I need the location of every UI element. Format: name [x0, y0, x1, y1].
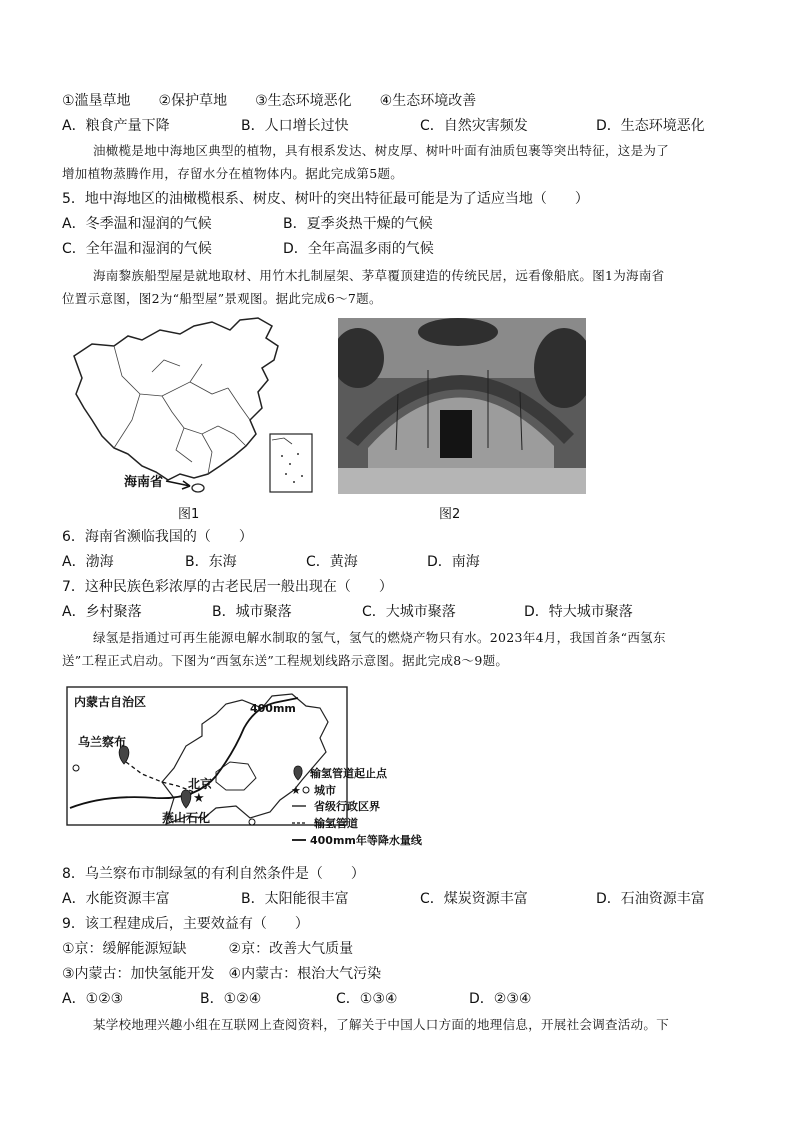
house-door: [440, 410, 472, 458]
q8-option-a[interactable]: A．水能资源丰富: [62, 891, 170, 907]
q4-option-d[interactable]: D．生态环境恶化: [596, 118, 705, 134]
population-passage: 某学校地理兴趣小组在互联网上查阅资料，了解关于中国人口方面的地理信息，开展社会调查活动。下: [93, 1017, 670, 1032]
hainan-passage-2: 位置示意图，图2为“船型屋”景观图。据此完成6～7题。: [62, 291, 382, 306]
q8-stem: 8．乌兰察布市制绿氢的有利自然条件是（ ）: [62, 866, 365, 882]
q5-option-b[interactable]: B．夏季炎热干燥的气候: [283, 216, 433, 232]
q6-option-c[interactable]: C．黄海: [306, 554, 358, 570]
hydrogen-passage: 绿氢是指通过可再生能源电解水制取的氢气，氢气的燃烧产物只有水。2023年4月，我国首条“西氢东: [93, 630, 666, 645]
legend-endpoint-symbol: [294, 766, 302, 780]
legend-isohyet-label: 400mm年等降水量线: [310, 834, 422, 847]
q6-option-a[interactable]: A．渤海: [62, 554, 114, 570]
ground: [338, 468, 586, 494]
q5-option-a[interactable]: A．冬季温和湿润的气候: [62, 216, 212, 232]
legend-city-label: 城市: [314, 784, 336, 797]
olive-passage-2: 增加植物蒸腾作用，存留水分在植物体内。据此完成第5题。: [62, 166, 404, 181]
city-marker-west: [73, 765, 79, 771]
hainan-passage: 海南黎族船型屋是就地取材、用竹木扎制屋架、茅草覆顶建造的传统民居，远看像船底。图1为海南省: [93, 268, 665, 283]
hainan-label: 海南省: [124, 475, 164, 490]
figure-1-china-map: [62, 316, 324, 496]
q7-option-c[interactable]: C．大城市聚落: [362, 604, 456, 620]
inset-islands: [281, 453, 303, 483]
beijing-star: ★: [193, 791, 205, 806]
city-yanshan-label: 燕山石化: [162, 811, 211, 825]
q6-stem: 6．海南省濒临我国的（ ）: [62, 529, 253, 545]
q6-option-b[interactable]: B．东海: [185, 554, 237, 570]
q4-option-b[interactable]: B．人口增长过快: [241, 118, 349, 134]
city-ulanqab-label: 乌兰察布: [78, 735, 127, 749]
map-region-label: 内蒙古自治区: [74, 695, 147, 709]
q6-option-d[interactable]: D．南海: [427, 554, 480, 570]
legend-pipeline-label: 输氢管道: [314, 817, 358, 830]
legend-boundary-label: 省级行政区界: [314, 800, 380, 813]
q7-option-d[interactable]: D．特大城市聚落: [524, 604, 633, 620]
q5-stem: 5．地中海地区的油橄榄根系、树皮、树叶的突出特征最可能是为了适应当地（ ）: [62, 191, 589, 207]
figure-2-boat-house-photo: [338, 318, 586, 494]
city-marker-east: [249, 819, 255, 825]
figure-2-caption: 图2: [439, 507, 461, 522]
q4-option-c[interactable]: C．自然灾害频发: [420, 118, 528, 134]
hainan-island: [192, 484, 204, 492]
inset-coast: [272, 438, 292, 444]
q9-items-2: ③内蒙古：加快氢能开发 ④内蒙古：根治大气污染: [62, 966, 382, 982]
legend-endpoint-label: 输氢管道起止点: [310, 767, 387, 780]
south-china-sea-inset: [270, 434, 312, 492]
hydrogen-pipeline-map: [66, 686, 426, 852]
q8-option-c[interactable]: C．煤炭资源丰富: [420, 891, 528, 907]
isohyet-label: 400mm: [250, 702, 296, 715]
legend-city-symbol: ★: [291, 784, 301, 797]
q9-option-b[interactable]: B．①②④: [200, 991, 262, 1007]
q4-items: ①滥垦草地 ②保护草地 ③生态环境恶化 ④生态环境改善: [62, 93, 477, 109]
q9-option-c[interactable]: C．①③④: [336, 991, 398, 1007]
q7-option-b[interactable]: B．城市聚落: [212, 604, 292, 620]
city-beijing-label: 北京: [188, 777, 213, 791]
q5-option-c[interactable]: C．全年温和湿润的气候: [62, 241, 212, 257]
q9-option-a[interactable]: A．①②③: [62, 991, 124, 1007]
q8-option-d[interactable]: D．石油资源丰富: [596, 891, 705, 907]
legend-city-circle: [303, 787, 309, 793]
q9-stem: 9．该工程建成后，主要效益有（ ）: [62, 916, 309, 932]
province-borders: [114, 346, 250, 474]
olive-passage: 油橄榄是地中海地区典型的植物，具有根系发达、树皮厚、树叶叶面有油质包裹等突出特征，这是为了: [93, 143, 670, 158]
hydrogen-passage-2: 送”工程正式启动。下图为“西氢东送”工程规划线路示意图。据此完成8～9题。: [62, 653, 509, 668]
q7-option-a[interactable]: A．乡村聚落: [62, 604, 142, 620]
q9-items-1: ①京：缓解能源短缺 ②京：改善大气质量: [62, 941, 354, 957]
pipeline-endpoint-end: [181, 790, 191, 808]
china-outline: [74, 318, 278, 480]
q4-option-a[interactable]: A．粮食产量下降: [62, 118, 170, 134]
figure-1-caption: 图1: [178, 507, 200, 522]
q7-stem: 7．这种民族色彩浓厚的古老民居一般出现在（ ）: [62, 579, 393, 595]
q5-option-d[interactable]: D．全年高温多雨的气候: [283, 241, 434, 257]
q8-option-b[interactable]: B．太阳能很丰富: [241, 891, 349, 907]
q9-option-d[interactable]: D．②③④: [469, 991, 532, 1007]
